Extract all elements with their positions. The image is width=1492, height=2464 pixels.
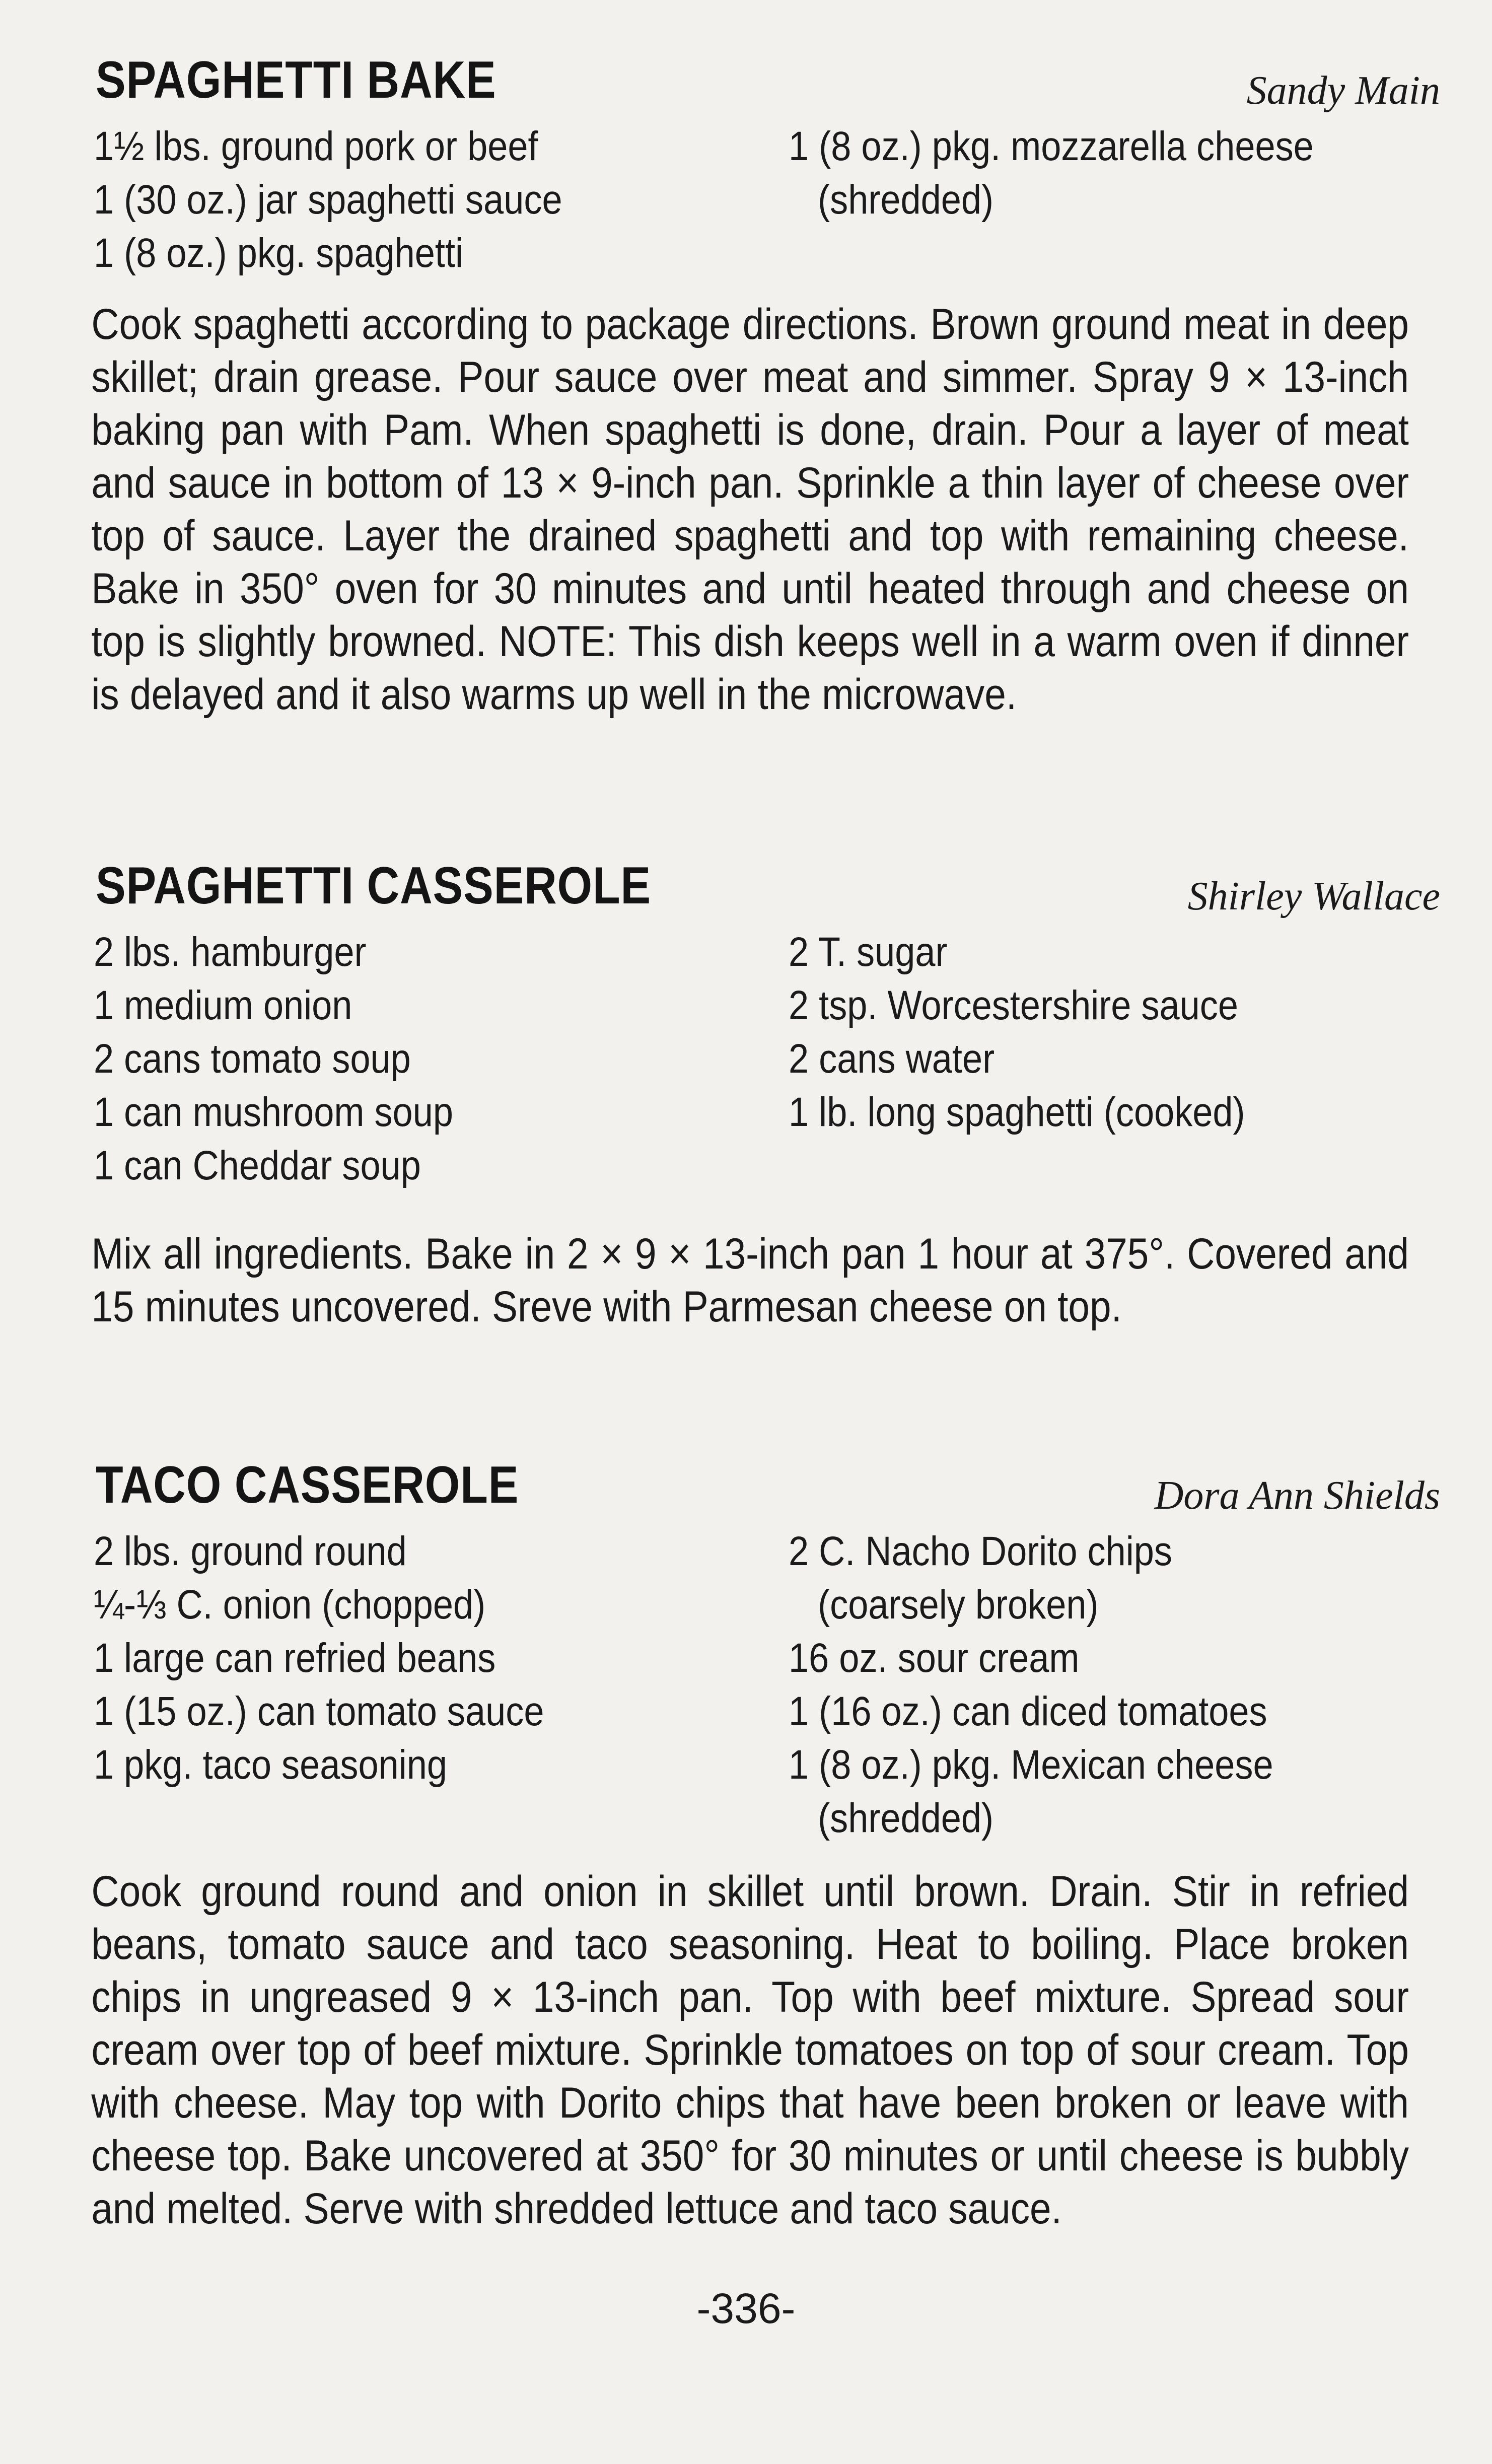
recipe-title: TACO CASSEROLE (96, 1456, 519, 1514)
ingredient: 1 (8 oz.) pkg. Mexican cheese (789, 1742, 1273, 1788)
ingredient: 2 cans water (789, 1036, 995, 1082)
recipe-header (81, 846, 1440, 922)
ingredient: 1 medium onion (94, 982, 352, 1028)
ingredient-list (81, 1525, 1440, 1845)
ingredient: 1 (15 oz.) can tomato sauce (94, 1688, 544, 1734)
ingredient: (coarsely broken) (818, 1582, 1099, 1628)
ingredient: 2 cans tomato soup (94, 1036, 411, 1082)
page-number: -336- (696, 2285, 796, 2332)
ingredient: 2 tsp. Worcestershire sauce (789, 982, 1239, 1028)
recipe-spaghetti-casserole (81, 846, 1440, 1333)
ingredient: 2 lbs. hamburger (94, 929, 367, 975)
ingredient-column-right (789, 926, 1438, 1192)
ingredient: 1 (8 oz.) pkg. spaghetti (94, 230, 464, 276)
ingredient: 1 (16 oz.) can diced tomatoes (789, 1688, 1267, 1734)
recipe-directions: Cook spaghetti according to package directions. Brown ground meat in deep skillet; drain grease. Pour sauce over meat and simmer. Spray 9 × 13-inch baking pan with Pam. When spaghetti is done, drain. Pour a layer of meat and sauce in bottom of 13 × 9-inch pan. Sprinkle a thin layer of cheese over top of sauce. Layer the drained spaghetti and top with remaining cheese. Bake in 350° oven for 30 minutes and until heated through and cheese on top is slightly browned. NOTE: This dish keeps well in a warm oven if dinner is delayed and it also warms up well in the microwave. (91, 300, 1409, 719)
ingredient: 1 can mushroom soup (94, 1089, 453, 1135)
ingredient: 1½ lbs. ground pork or beef (94, 123, 538, 169)
recipe-title: SPAGHETTI BAKE (96, 51, 496, 109)
ingredient-list (81, 926, 1440, 1192)
ingredient: 1 can Cheddar soup (94, 1143, 421, 1188)
ingredient: (shredded) (818, 1795, 994, 1841)
ingredient-column-left (81, 120, 789, 280)
recipe-author: Shirley Wallace (1187, 874, 1440, 919)
recipe-directions: Cook ground round and onion in skillet until brown. Drain. Stir in refried beans, tomato sauce and taco seasoning. Heat to boiling. Place broken chips in ungreased 9 × 13-inch pan. Top with beef mixture. Spread sour cream over top of beef mixture. Sprinkle tomatoes on top of sour cream. Top with cheese. May top with Dorito chips that have been broken or leave with cheese top. Bake uncovered at 350° for 30 minutes or until cheese is bubbly and melted. Serve with shredded lettuce and taco sauce. (91, 1867, 1409, 2233)
ingredient: 1 (30 oz.) jar spaghetti sauce (94, 177, 562, 223)
recipe-header (81, 1445, 1440, 1521)
recipe-author: Sandy Main (1246, 68, 1440, 113)
ingredient: ¼-⅓ C. onion (chopped) (94, 1582, 486, 1628)
recipe-header (81, 40, 1440, 116)
ingredient: 1 large can refried beans (94, 1635, 496, 1681)
ingredient: (shredded) (818, 177, 994, 223)
ingredient: 2 lbs. ground round (94, 1528, 407, 1574)
recipe-taco-casserole (81, 1445, 1440, 2235)
ingredient-column-left (81, 926, 789, 1192)
ingredient: 2 C. Nacho Dorito chips (789, 1528, 1173, 1574)
ingredient: 16 oz. sour cream (789, 1635, 1080, 1681)
ingredient-list (81, 120, 1440, 280)
ingredient-column-right (789, 120, 1438, 280)
recipe-title: SPAGHETTI CASSEROLE (96, 857, 651, 915)
recipe-spaghetti-bake (81, 40, 1440, 721)
ingredient: 2 T. sugar (789, 929, 948, 975)
recipe-directions: Mix all ingredients. Bake in 2 × 9 × 13-inch pan 1 hour at 375°. Covered and 15 minutes uncovered. Sreve with Parmesan cheese on top. (91, 1230, 1409, 1331)
ingredient-column-left (81, 1525, 789, 1845)
ingredient-column-right (789, 1525, 1438, 1845)
ingredient: 1 pkg. taco seasoning (94, 1742, 448, 1788)
recipe-author: Dora Ann Shields (1154, 1473, 1440, 1518)
ingredient: 1 (8 oz.) pkg. mozzarella cheese (789, 123, 1314, 169)
ingredient: 1 lb. long spaghetti (cooked) (789, 1089, 1245, 1135)
